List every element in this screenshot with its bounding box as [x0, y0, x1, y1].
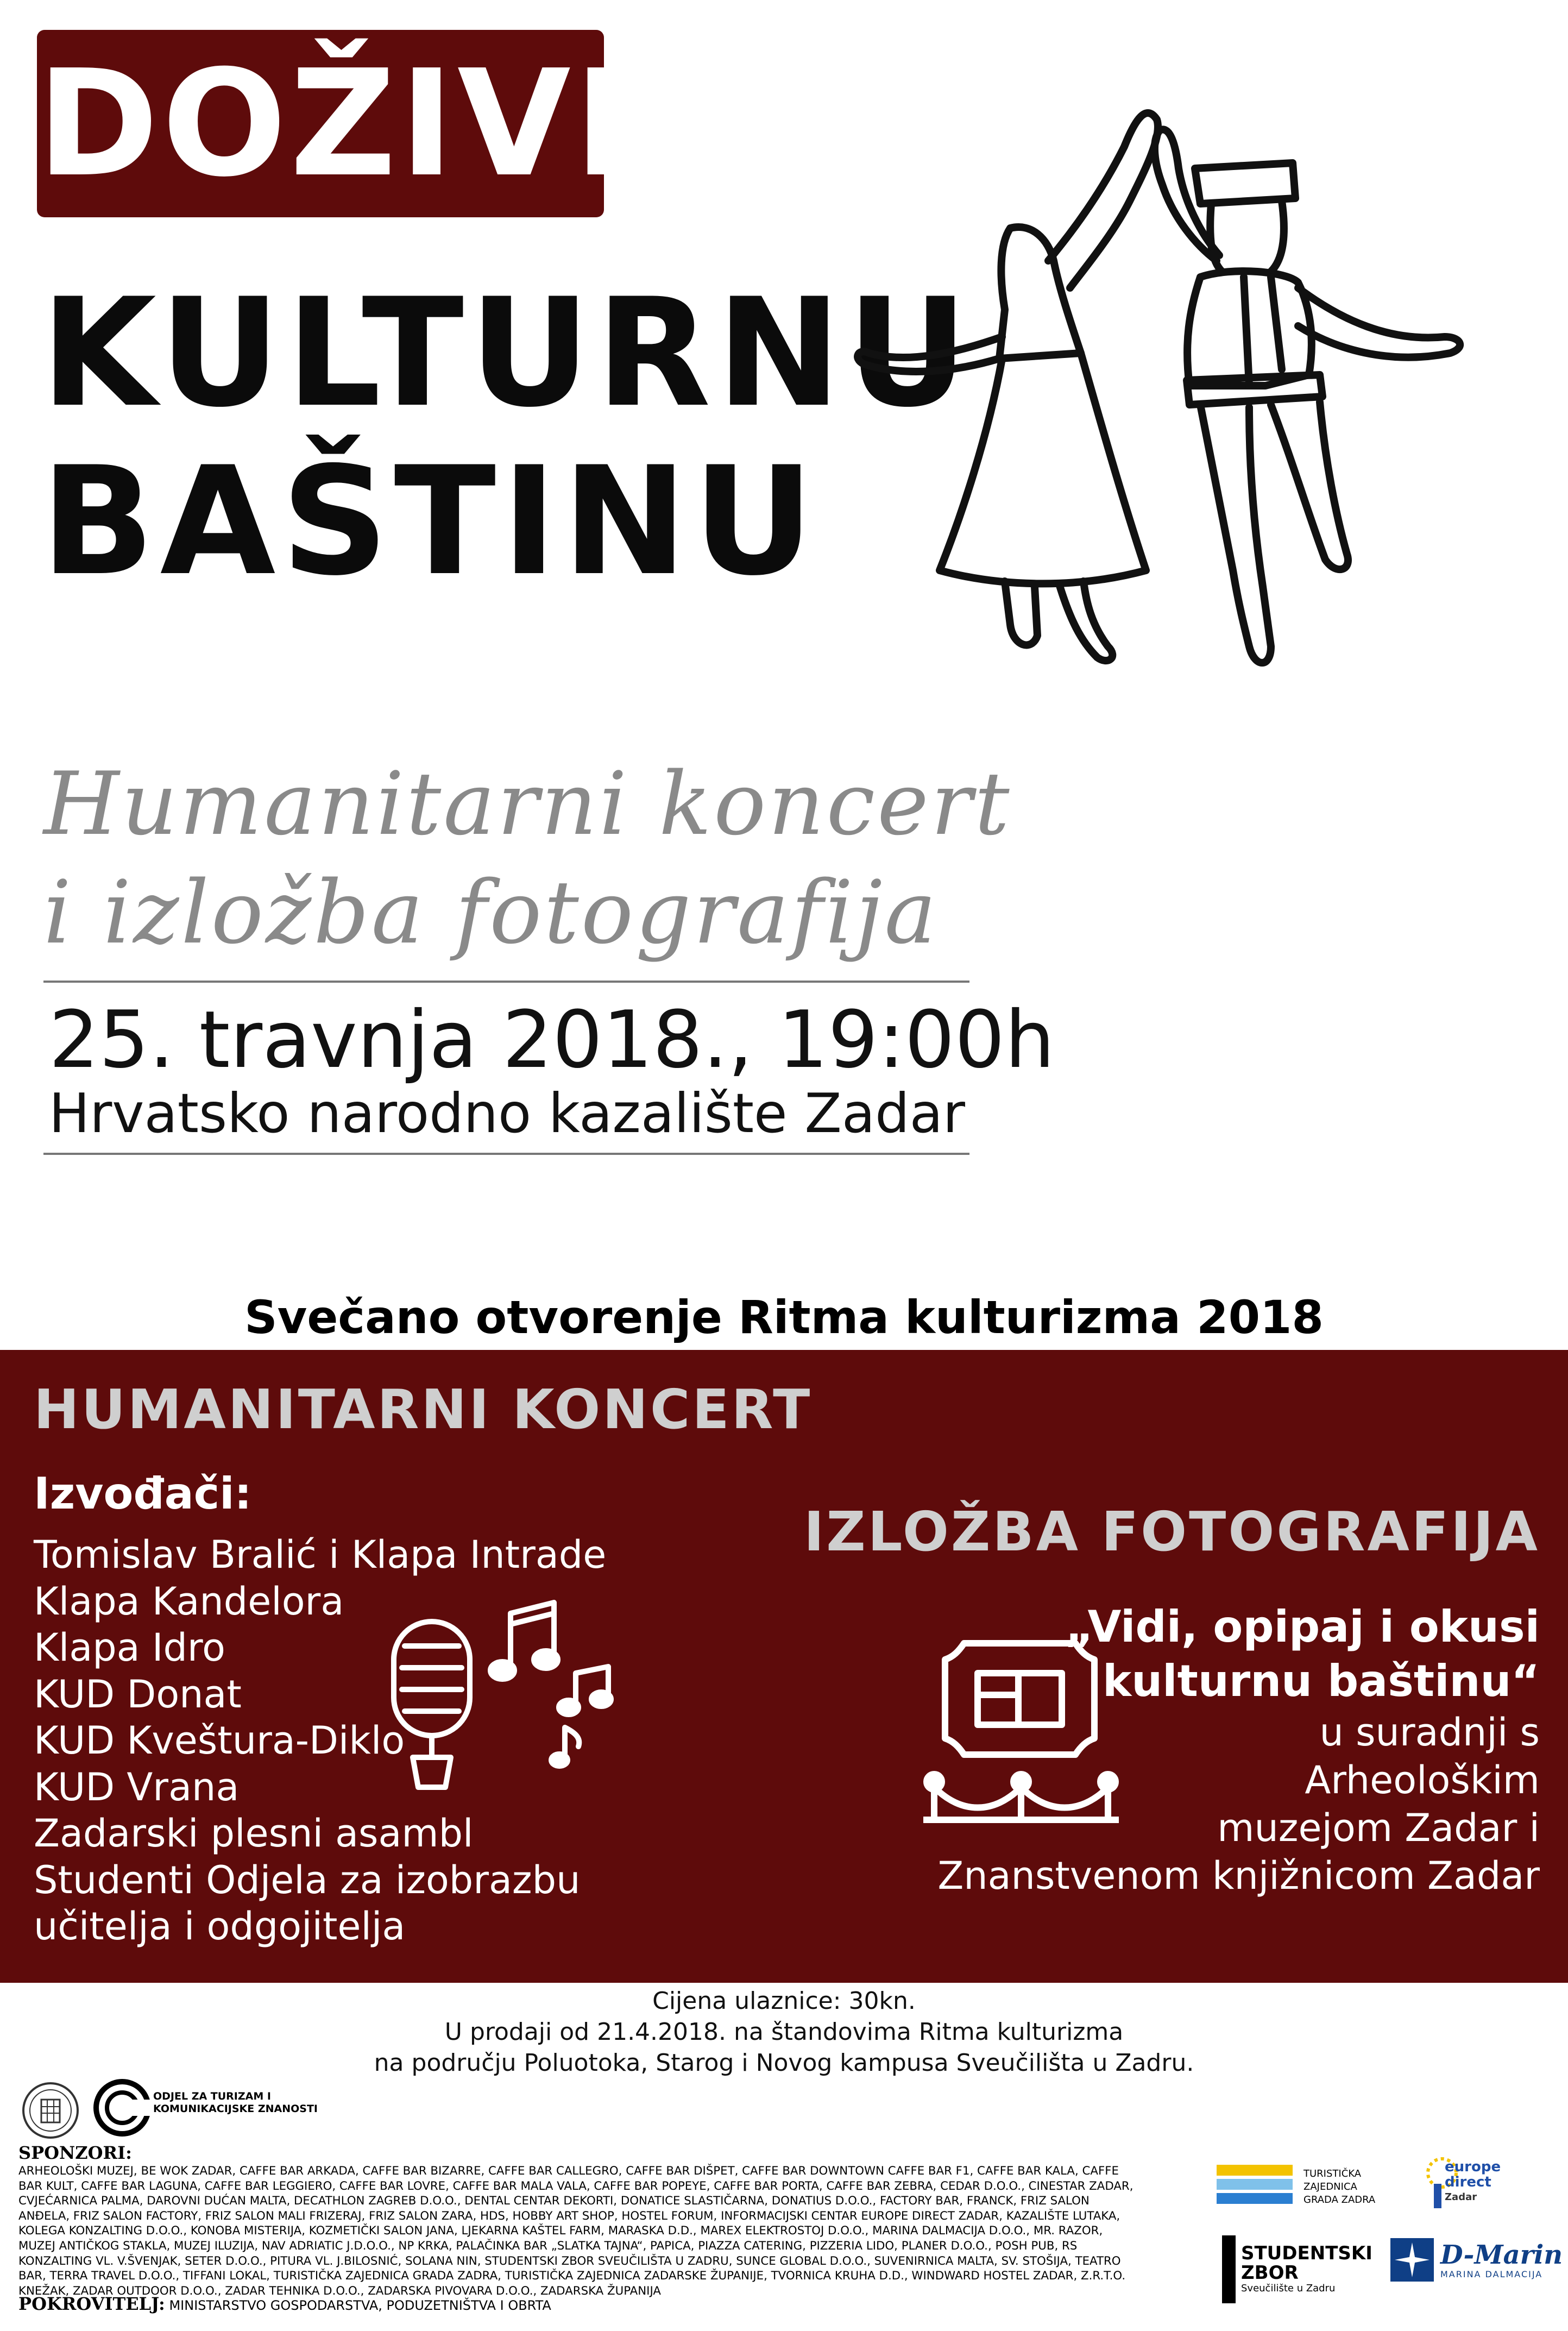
- d-marin-line-2: MARINA DALMACIJA: [1440, 2269, 1543, 2279]
- opening-headline: Svečano otvorenje Ritma kulturizma 2018: [244, 1291, 1324, 1344]
- tourist-board-logo: [1217, 2165, 1293, 2216]
- student-union-line-3: Sveučilište u Zadru: [1241, 2283, 1336, 2294]
- exhibition-line: u suradnji s: [1319, 1710, 1540, 1755]
- performers-label: Izvođači:: [34, 1468, 252, 1519]
- exhibition-title: IZLOŽBA FOTOGRAFIJA: [804, 1500, 1540, 1563]
- event-venue: Hrvatsko narodno kazalište Zadar: [49, 1082, 966, 1145]
- exhibition-details: [937, 1600, 1540, 1900]
- tourist-board-line-2: ZAJEDNICA: [1303, 2181, 1357, 2192]
- divider-top: [43, 981, 969, 983]
- europe-direct-line-2: direct: [1445, 2174, 1491, 2190]
- student-union-mark: [1222, 2235, 1236, 2303]
- ticket-sale-line-1: U prodaji od 21.4.2018. na štandovima Ritma kulturizma: [444, 2018, 1124, 2046]
- performer-item: KUD Vrana: [34, 1764, 240, 1809]
- title-line-3: BAŠTINU: [41, 435, 820, 608]
- sponsors-label: SPONZORI:: [18, 2142, 132, 2163]
- performer-item: KUD Donat: [34, 1672, 242, 1717]
- title-banner: [37, 30, 632, 217]
- student-union-text: [1241, 2244, 1372, 2295]
- tourist-board-line-1: TURISTIČKA: [1303, 2168, 1362, 2179]
- sponsors-list: ARHEOLOŠKI MUZEJ, BE WOK ZADAR, CAFFE BAR ARKADA, CAFFE BAR BIZARRE, CAFFE BAR CALLEGRO, CAFFE BAR DIŠPET, CAFFE BAR DOWNTOWN CAFFE BAR F1, CAFFE BAR KALA, CAFFE BAR KULT, CAFFE BAR LAGUNA, CAFFE BAR LEGGIERO, CAFFE BAR LOVRE, CAFFE BAR MALA VALA, CAFFE BAR POPEYE, CAFFE BAR PORTA, CAFFE BAR ZEBRA, CEDAR D.O.O., CINESTAR ZADAR, CVJEĆARNICA PALMA, DAROVNI DUĆAN MALTA, DECATHLON ZAGREB D.O.O., DENTAL CENTAR DEKORTI, DONATICE SLASTIČARNA, DONATIUS D.O.O., FACTORY BAR, FRANCK, FRIZ SALON ANĐELA, FRIZ SALON FACTORY, FRIZ SALON MALI FRIZERAJ, FRIZ SALON ZARA, HDS, HOBBY ART SHOP, HOSTEL FORUM, INFORMACIJSKI CENTAR EUROPE DIRECT ZADAR, KAZALIŠTE LUTAKA, KOLEGA KONZALTING D.O.O., KONOBA MISTERIJA, KOZMETIČKI SALON JANA, LJEKARNA KAŠTEL FARM, MARASKA D.D., MAREX ELEKTROSTOJ D.O.O., MARINA DALMACIJA D.O.O., MR. RAZOR, MUZEJ ANTIČKOG STAKLA, MUZEJ ILUZIJA, NAV ADRIATIC J.D.O.O., NP KRKA, PALAČINKA BAR „SLATKA TAJNA“, PAPICA, PIAZZA CATERING, PIZZERIA LIDO, PLANER D.O.O., POSH PUB, RS KONZALTING VL. V.ŠVENJAK, SETER D.O.O., PITURA VL. J.BILOSNIĆ, SOLANA NIN, STUDENTSKI ZBOR SVEUČILIŠTA U ZADRU, SUNCE GLOBAL D.O.O., SUVENIRNICA MALTA, SV. STOŠIJA, TEATRO BAR, TERRA TRAVEL D.O.O., TIFFANI LOKAL, TURISTIČKA ZAJEDNICA GRADA ZADRA, TURISTIČKA ZAJEDNICA ZADARSKE ŽUPANIJE, TVORNICA KRUHA D.D., WINDWARD HOSTEL ZADAR, Z.R.T.O. KNEŽAK, ZADAR OUTDOOR D.O.O., ZADAR TEHNIKA D.O.O., ZADARSKA PIVOVARA D.O.O., ZADARSKA ŽUPANIJA: [18, 2164, 1134, 2298]
- divider-bottom: [43, 1153, 969, 1155]
- ticket-sale-line-2: na području Poluotoka, Starog i Novog kampusa Sveučilišta u Zadru.: [374, 2049, 1194, 2077]
- exhibition-line: Arheološkim: [1305, 1758, 1540, 1802]
- exhibition-line: Znanstvenom knjižnicom Zadar: [937, 1854, 1540, 1898]
- title-line-1: DOŽIVI: [37, 38, 632, 209]
- europe-direct-line-3: Zadar: [1445, 2191, 1477, 2203]
- patron-label: POKROVITELJ:: [18, 2294, 165, 2314]
- europe-direct-line-1: europe: [1445, 2159, 1501, 2175]
- performer-item: Klapa Idro: [34, 1625, 225, 1670]
- department-name-line-1: ODJEL ZA TURIZAM I: [153, 2090, 271, 2102]
- dancing-couple-icon: [820, 81, 1499, 712]
- d-marin-text: [1440, 2241, 1563, 2280]
- d-marin-line-1: D-Marin: [1440, 2240, 1563, 2270]
- department-name-line-2: KOMUNIKACIJSKE ZNANOSTI: [153, 2103, 318, 2115]
- patron-name: MINISTARSTVO GOSPODARSTVA, PODUZETNIŠTVA I OBRTA: [169, 2298, 551, 2313]
- performer-item: KUD Kveštura-Diklo: [34, 1718, 405, 1763]
- performer-item: Klapa Kandelora: [34, 1579, 344, 1624]
- subtitle-line-1: Humanitarni koncert: [43, 753, 1012, 855]
- europe-direct-text: [1445, 2159, 1501, 2205]
- event-date-time: 25. travnja 2018., 19:00h: [49, 994, 1055, 1086]
- music-notes-icon: [490, 1603, 611, 1766]
- performer-item: učitelja i odgojitelja: [34, 1904, 406, 1949]
- microphone-icon: [380, 1575, 679, 1804]
- subtitle-line-2: i izložba fotografija: [43, 862, 939, 963]
- compass-icon: [1390, 2238, 1434, 2282]
- department-name: [153, 2090, 327, 2115]
- ticket-price: Cijena ulaznice: 30kn.: [652, 1987, 916, 2015]
- performer-item: Studenti Odjela za izobrazbu: [34, 1857, 581, 1902]
- patron: [18, 2296, 551, 2314]
- title-line-2: KULTURNU: [41, 266, 974, 440]
- university-seal-logo: [21, 2081, 80, 2140]
- ticket-info: [0, 1986, 1568, 2078]
- exhibition-quote-line-1: „Vidi, opipaj i okusi: [1065, 1601, 1540, 1652]
- exhibition-quote-line-2: kulturnu baštinu“: [1103, 1656, 1540, 1706]
- student-union-line-2: ZBOR: [1241, 2262, 1299, 2284]
- performer-item: Zadarski plesni asambl: [34, 1811, 474, 1856]
- concert-title: HUMANITARNI KONCERT: [34, 1378, 813, 1441]
- exhibition-line: muzejom Zadar i: [1217, 1806, 1540, 1850]
- tourist-board-line-3: GRADA ZADRA: [1303, 2194, 1376, 2206]
- performer-item: Tomislav Bralić i Klapa Intrade: [34, 1532, 607, 1577]
- tourist-board-text: [1303, 2167, 1375, 2207]
- student-union-line-1: STUDENTSKI: [1241, 2242, 1372, 2264]
- department-logo: [92, 2078, 152, 2138]
